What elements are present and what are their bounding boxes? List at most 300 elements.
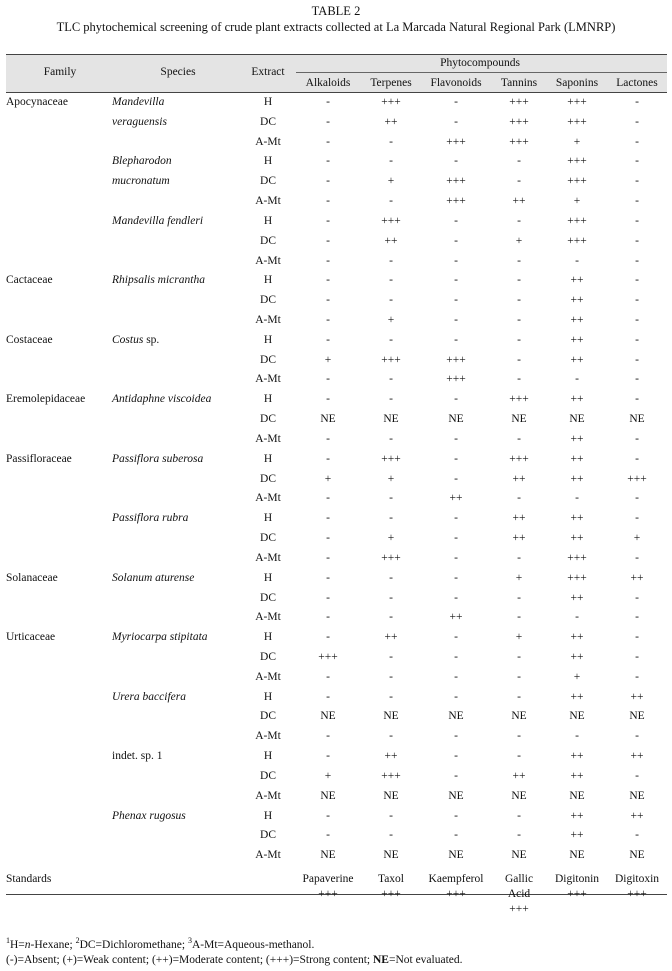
cell-value: NE xyxy=(569,413,585,425)
cell-value: NE xyxy=(511,849,527,861)
cell-extract: DC xyxy=(260,354,276,366)
cell-value: - xyxy=(635,215,639,227)
cell-value: - xyxy=(635,453,639,465)
cell-value: - xyxy=(389,373,393,385)
cell-value: - xyxy=(326,671,330,683)
cell-value: +++ xyxy=(318,651,338,663)
cell-value: - xyxy=(575,730,579,742)
cell-value: ++ xyxy=(570,334,584,346)
cell-value: - xyxy=(454,552,458,564)
species-suffix: sp. xyxy=(143,334,160,346)
cell-value: - xyxy=(454,671,458,683)
cell-value: - xyxy=(635,235,639,247)
cell-value: - xyxy=(635,730,639,742)
footnote-abbreviations xyxy=(6,936,314,951)
cell-species xyxy=(112,96,164,108)
cell-value: +++ xyxy=(509,116,529,128)
cell-value: +++ xyxy=(381,215,401,227)
standard-name: Kaempferol xyxy=(428,873,484,885)
cell-extract: H xyxy=(263,96,273,108)
cell-family: Cactaceae xyxy=(6,274,53,286)
cell-species xyxy=(112,453,203,465)
cell-value: - xyxy=(389,136,393,148)
cell-value: ++ xyxy=(570,512,584,524)
cell-value: - xyxy=(635,651,639,663)
cell-value: - xyxy=(635,294,639,306)
cell-value: - xyxy=(635,116,639,128)
cell-species xyxy=(112,155,172,167)
cell-extract: A-Mt xyxy=(255,730,281,742)
cell-extract: H xyxy=(263,750,273,762)
species-name: Passiflora suberosa xyxy=(112,453,204,465)
cell-value: +++ xyxy=(446,136,466,148)
cell-species xyxy=(112,116,167,128)
footnote-text: -Hexane; xyxy=(30,938,76,951)
cell-value: - xyxy=(517,314,521,326)
cell-value: ++ xyxy=(570,453,584,465)
cell-value: NE xyxy=(511,413,527,425)
standard-name: Papaverine xyxy=(302,873,354,885)
footnote-text: =Not evaluated. xyxy=(388,954,463,966)
cell-value: - xyxy=(454,829,458,841)
cell-extract: A-Mt xyxy=(255,790,281,802)
cell-value: NE xyxy=(511,790,527,802)
cell-species xyxy=(112,334,159,346)
species-name: Myriocarpa stipitata xyxy=(112,631,208,643)
footnote-bold: NE xyxy=(372,954,389,966)
cell-value: ++ xyxy=(630,572,644,584)
cell-value: NE xyxy=(383,413,399,425)
cell-value: ++ xyxy=(570,433,584,445)
cell-value: - xyxy=(635,829,639,841)
cell-value: - xyxy=(454,730,458,742)
cell-value: - xyxy=(454,215,458,227)
cell-species xyxy=(112,512,188,524)
cell-extract: H xyxy=(263,393,273,405)
cell-value: +++ xyxy=(567,155,587,167)
cell-value: - xyxy=(389,671,393,683)
cell-value: - xyxy=(635,274,639,286)
cell-value: - xyxy=(635,175,639,187)
cell-extract: A-Mt xyxy=(255,671,281,683)
cell-value: - xyxy=(389,255,393,267)
cell-value: - xyxy=(389,512,393,524)
cell-value: - xyxy=(517,373,521,385)
cell-value: - xyxy=(454,572,458,584)
cell-value: - xyxy=(635,770,639,782)
cell-value: + xyxy=(387,473,395,485)
species-name: Urera baccifera xyxy=(112,691,186,703)
cell-extract: H xyxy=(263,334,273,346)
cell-value: - xyxy=(389,393,393,405)
cell-value: - xyxy=(326,572,330,584)
cell-value: - xyxy=(454,255,458,267)
cell-value: + xyxy=(387,314,395,326)
cell-value: ++ xyxy=(384,235,398,247)
cell-value: - xyxy=(635,393,639,405)
cell-extract: H xyxy=(263,274,273,286)
cell-value: ++ xyxy=(570,314,584,326)
cell-value: ++ xyxy=(512,473,526,485)
cell-value: - xyxy=(454,770,458,782)
cell-value: ++ xyxy=(570,294,584,306)
cell-extract: A-Mt xyxy=(255,136,281,148)
cell-extract: DC xyxy=(260,829,276,841)
cell-value: + xyxy=(573,671,581,683)
header-family: Family xyxy=(43,66,77,78)
cell-extract: DC xyxy=(260,532,276,544)
cell-value: +++ xyxy=(567,175,587,187)
cell-value: ++ xyxy=(630,750,644,762)
cell-value: - xyxy=(517,829,521,841)
cell-value: - xyxy=(389,433,393,445)
cell-value: - xyxy=(326,235,330,247)
cell-value: ++ xyxy=(630,691,644,703)
cell-value: - xyxy=(517,691,521,703)
cell-value: - xyxy=(517,611,521,623)
cell-species xyxy=(112,810,186,822)
cell-value: - xyxy=(517,492,521,504)
cell-value: ++ xyxy=(512,770,526,782)
standard-name: Acid xyxy=(507,888,531,900)
cell-value: - xyxy=(517,354,521,366)
cell-value: - xyxy=(517,552,521,564)
cell-value: - xyxy=(326,215,330,227)
cell-species xyxy=(112,572,194,584)
standard-value: +++ xyxy=(509,903,529,915)
cell-value: - xyxy=(326,532,330,544)
cell-value: - xyxy=(454,592,458,604)
footnote-text: DC=Dichloromethane; xyxy=(79,938,188,951)
cell-value: - xyxy=(454,433,458,445)
cell-value: - xyxy=(454,453,458,465)
header-compound: Flavonoids xyxy=(430,77,482,89)
cell-value: - xyxy=(454,691,458,703)
standard-value: +++ xyxy=(627,888,647,900)
cell-extract: A-Mt xyxy=(255,255,281,267)
cell-value: ++ xyxy=(384,631,398,643)
cell-extract: A-Mt xyxy=(255,314,281,326)
cell-value: - xyxy=(454,532,458,544)
cell-value: NE xyxy=(569,790,585,802)
cell-value: - xyxy=(326,512,330,524)
cell-value: + xyxy=(324,770,332,782)
standards-label: Standards xyxy=(6,873,52,885)
cell-value: - xyxy=(454,155,458,167)
cell-value: NE xyxy=(448,710,464,722)
cell-value: - xyxy=(635,592,639,604)
standard-value: +++ xyxy=(381,888,401,900)
cell-value: - xyxy=(389,810,393,822)
cell-value: - xyxy=(454,512,458,524)
cell-value: - xyxy=(326,631,330,643)
cell-value: - xyxy=(517,274,521,286)
cell-value: - xyxy=(454,274,458,286)
cell-value: +++ xyxy=(381,770,401,782)
cell-value: - xyxy=(635,334,639,346)
cell-family: Eremolepidaceae xyxy=(6,393,86,405)
cell-value: + xyxy=(515,631,523,643)
cell-value: NE xyxy=(629,790,645,802)
cell-extract: DC xyxy=(260,473,276,485)
cell-value: - xyxy=(389,572,393,584)
cell-value: - xyxy=(389,155,393,167)
header-compound: Terpenes xyxy=(370,77,412,89)
cell-extract: A-Mt xyxy=(255,433,281,445)
species-name: Blepharodon xyxy=(112,155,172,167)
cell-value: +++ xyxy=(381,96,401,108)
cell-family: Costaceae xyxy=(6,334,53,346)
standard-name: Digitoxin xyxy=(614,873,660,885)
cell-extract: H xyxy=(263,691,273,703)
cell-family: Solanaceae xyxy=(6,572,58,584)
cell-value: - xyxy=(326,274,330,286)
cell-value: ++ xyxy=(570,651,584,663)
cell-value: + xyxy=(387,175,395,187)
cell-extract: A-Mt xyxy=(255,373,281,385)
cell-value: - xyxy=(517,651,521,663)
cell-value: - xyxy=(517,255,521,267)
cell-value: ++ xyxy=(570,810,584,822)
footnote-legend xyxy=(6,954,463,966)
cell-species xyxy=(112,175,170,187)
cell-value: +++ xyxy=(509,136,529,148)
cell-value: ++ xyxy=(512,532,526,544)
cell-value: - xyxy=(326,334,330,346)
cell-value: - xyxy=(326,492,330,504)
cell-value: - xyxy=(635,195,639,207)
header-phytocompounds: Phytocompounds xyxy=(440,57,520,69)
cell-extract: A-Mt xyxy=(255,552,281,564)
header-species: Species xyxy=(160,66,196,78)
cell-value: - xyxy=(575,611,579,623)
cell-value: ++ xyxy=(570,592,584,604)
cell-species xyxy=(112,274,205,286)
cell-value: NE xyxy=(320,413,336,425)
cell-value: ++ xyxy=(570,691,584,703)
table-title: TLC phytochemical screening of crude plant extracts collected at La Marcada Natural Regional Park (LMNRP) xyxy=(56,20,616,34)
cell-value: - xyxy=(517,294,521,306)
cell-value: - xyxy=(575,492,579,504)
cell-value: - xyxy=(326,116,330,128)
cell-value: - xyxy=(389,611,393,623)
header-bottom-rule xyxy=(6,92,667,93)
cell-value: NE xyxy=(629,413,645,425)
cell-extract: DC xyxy=(260,710,276,722)
cell-extract: DC xyxy=(260,413,276,425)
cell-value: - xyxy=(454,651,458,663)
cell-value: - xyxy=(326,195,330,207)
cell-value: ++ xyxy=(570,631,584,643)
cell-value: - xyxy=(454,96,458,108)
cell-extract: DC xyxy=(260,770,276,782)
standard-value: +++ xyxy=(567,888,587,900)
cell-value: - xyxy=(326,294,330,306)
cell-value: - xyxy=(635,552,639,564)
cell-value: - xyxy=(517,175,521,187)
cell-value: - xyxy=(326,829,330,841)
cell-value: - xyxy=(575,255,579,267)
cell-value: ++ xyxy=(570,473,584,485)
cell-extract: DC xyxy=(260,294,276,306)
cell-value: - xyxy=(454,294,458,306)
cell-value: ++ xyxy=(570,532,584,544)
footnote-text: H= xyxy=(10,938,25,951)
cell-value: - xyxy=(517,671,521,683)
cell-value: - xyxy=(389,195,393,207)
cell-value: +++ xyxy=(446,175,466,187)
cell-value: - xyxy=(635,314,639,326)
cell-extract: A-Mt xyxy=(255,611,281,623)
footnote-text: A-Mt=Aqueous-methanol. xyxy=(191,938,315,951)
cell-value: +++ xyxy=(567,572,587,584)
cell-value: - xyxy=(326,393,330,405)
cell-value: ++ xyxy=(570,354,584,366)
cell-extract: DC xyxy=(260,175,276,187)
cell-value: - xyxy=(635,512,639,524)
footnote-italic: n xyxy=(24,938,31,951)
cell-value: - xyxy=(389,691,393,703)
cell-value: - xyxy=(517,334,521,346)
cell-value: ++ xyxy=(570,750,584,762)
cell-value: - xyxy=(389,334,393,346)
cell-value: - xyxy=(517,592,521,604)
cell-value: - xyxy=(326,453,330,465)
cell-value: + xyxy=(633,532,641,544)
cell-value: +++ xyxy=(446,354,466,366)
species-name: Solanum aturense xyxy=(112,572,195,584)
species-name: mucronatum xyxy=(112,175,170,187)
cell-value: +++ xyxy=(509,453,529,465)
cell-value: - xyxy=(389,651,393,663)
header-compound: Lactones xyxy=(616,77,658,89)
cell-value: - xyxy=(635,136,639,148)
cell-value: - xyxy=(326,96,330,108)
table-top-rule xyxy=(6,54,667,55)
cell-value: - xyxy=(454,473,458,485)
cell-value: - xyxy=(635,354,639,366)
cell-value: NE xyxy=(320,849,336,861)
cell-value: NE xyxy=(320,790,336,802)
footnote-text: (-)=Absent; (+)=Weak content; (++)=Moderate content; (+++)=Strong content; xyxy=(6,954,373,966)
cell-value: ++ xyxy=(512,195,526,207)
cell-value: NE xyxy=(383,710,399,722)
cell-value: +++ xyxy=(381,354,401,366)
cell-value: - xyxy=(389,492,393,504)
cell-value: +++ xyxy=(446,373,466,385)
cell-value: ++ xyxy=(449,611,463,623)
cell-value: +++ xyxy=(567,96,587,108)
cell-value: NE xyxy=(383,849,399,861)
cell-extract: H xyxy=(263,631,273,643)
species-name: Phenax rugosus xyxy=(112,810,186,822)
cell-value: - xyxy=(454,235,458,247)
cell-extract: H xyxy=(263,512,273,524)
cell-value: - xyxy=(517,750,521,762)
cell-value: - xyxy=(326,373,330,385)
cell-value: - xyxy=(326,750,330,762)
cell-value: - xyxy=(454,750,458,762)
phytocompounds-group-rule xyxy=(296,72,667,73)
cell-species xyxy=(112,393,211,405)
cell-value: ++ xyxy=(512,512,526,524)
cell-value: - xyxy=(635,631,639,643)
cell-value: - xyxy=(454,393,458,405)
cell-extract: A-Mt xyxy=(255,195,281,207)
cell-value: - xyxy=(635,611,639,623)
cell-value: - xyxy=(635,373,639,385)
standard-value: +++ xyxy=(318,888,338,900)
cell-value: - xyxy=(326,155,330,167)
cell-extract: H xyxy=(263,810,273,822)
cell-species xyxy=(112,631,208,643)
cell-value: + xyxy=(515,572,523,584)
cell-family: Apocynaceae xyxy=(6,96,68,108)
footnote-marker: 2 xyxy=(75,936,80,945)
standard-name: Gallic xyxy=(504,873,534,885)
cell-value: NE xyxy=(629,710,645,722)
header-extract: Extract xyxy=(251,66,285,78)
cell-extract: DC xyxy=(260,116,276,128)
cell-value: + xyxy=(515,235,523,247)
species-name: Passiflora rubra xyxy=(112,512,189,524)
cell-family: Urticaceae xyxy=(6,631,56,643)
cell-value: + xyxy=(324,354,332,366)
cell-value: ++ xyxy=(630,810,644,822)
cell-value: +++ xyxy=(567,215,587,227)
cell-extract: H xyxy=(263,453,273,465)
species-name: Mandevilla xyxy=(112,96,165,108)
cell-value: NE xyxy=(383,790,399,802)
cell-value: NE xyxy=(448,849,464,861)
cell-value: +++ xyxy=(567,552,587,564)
cell-value: - xyxy=(635,155,639,167)
cell-value: NE xyxy=(511,710,527,722)
cell-value: - xyxy=(454,334,458,346)
cell-value: + xyxy=(324,473,332,485)
cell-value: - xyxy=(454,810,458,822)
cell-value: - xyxy=(389,829,393,841)
species-name: Costus xyxy=(112,334,144,346)
cell-value: - xyxy=(326,611,330,623)
cell-value: +++ xyxy=(509,96,529,108)
cell-value: - xyxy=(389,730,393,742)
header-compound: Tannins xyxy=(500,77,538,89)
cell-value: - xyxy=(326,810,330,822)
cell-value: NE xyxy=(569,710,585,722)
footnote-marker: 1 xyxy=(6,936,10,945)
cell-species xyxy=(112,215,203,227)
cell-value: ++ xyxy=(570,393,584,405)
cell-value: + xyxy=(387,532,395,544)
cell-value: - xyxy=(517,155,521,167)
cell-value: - xyxy=(454,314,458,326)
cell-extract: H xyxy=(263,572,273,584)
cell-value: - xyxy=(517,433,521,445)
cell-value: - xyxy=(326,552,330,564)
cell-extract: DC xyxy=(260,651,276,663)
cell-value: - xyxy=(635,492,639,504)
cell-value: - xyxy=(326,433,330,445)
cell-value: - xyxy=(326,592,330,604)
cell-value: - xyxy=(517,730,521,742)
cell-value: ++ xyxy=(570,274,584,286)
cell-value: +++ xyxy=(627,473,647,485)
cell-value: ++ xyxy=(449,492,463,504)
cell-extract: H xyxy=(263,215,273,227)
cell-value: - xyxy=(389,592,393,604)
cell-extract: A-Mt xyxy=(255,849,281,861)
